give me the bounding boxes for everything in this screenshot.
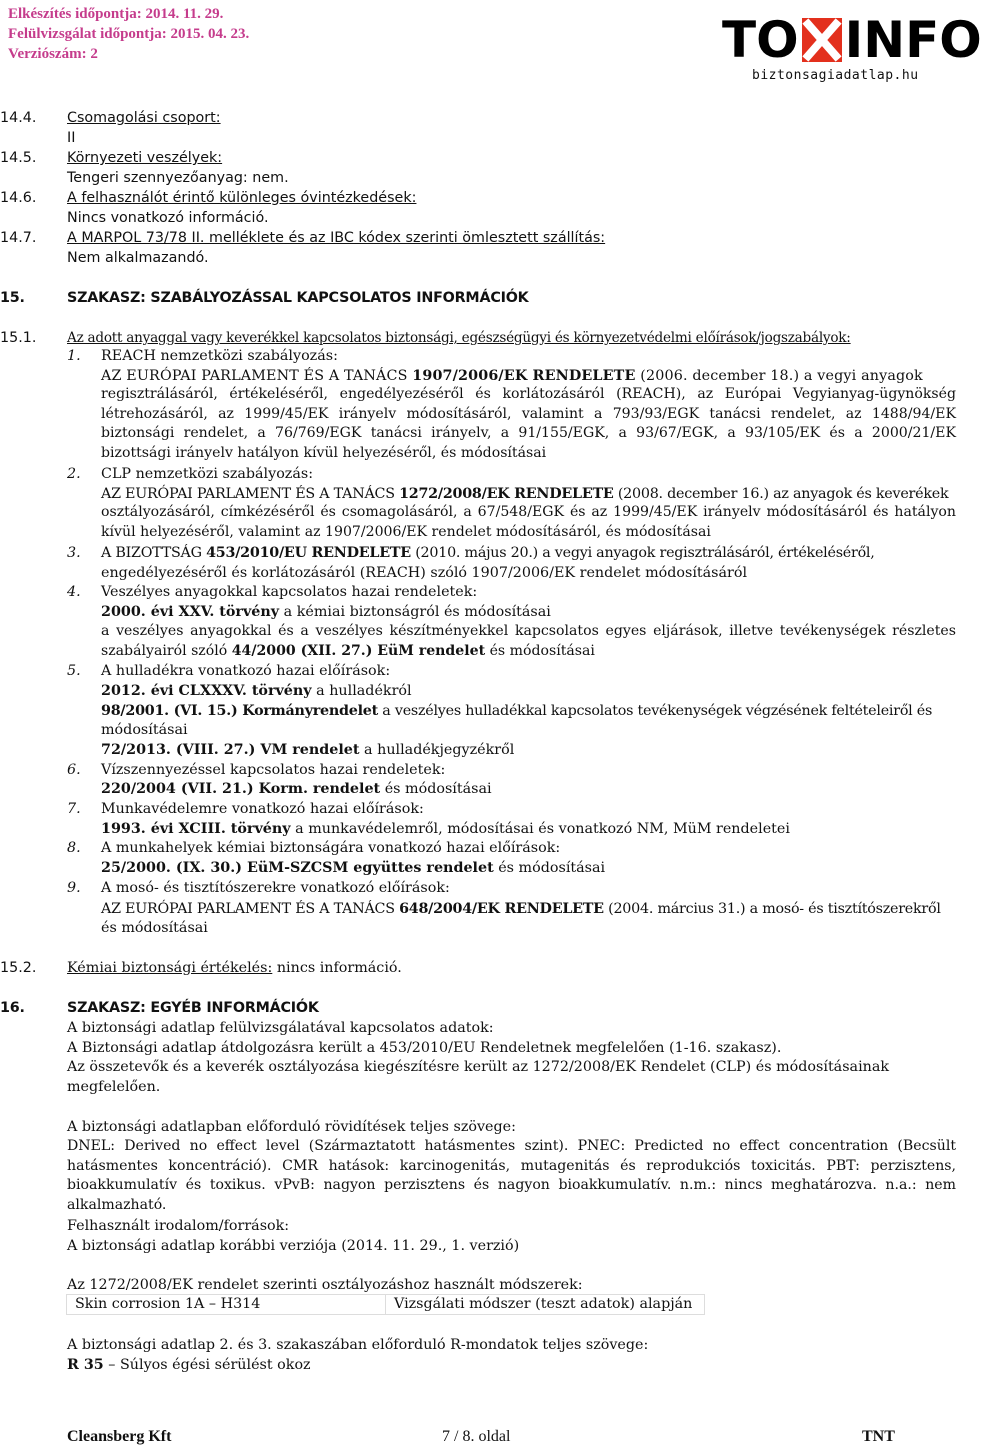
item3-line1: A BIZOTTSÁG 453/2010/EU RENDELETE (2010. május 20.) a vegyi anyagok regisztrálásáról, értékeléséről, <box>101 545 875 561</box>
s14-5-value: Tengeri szennyezőanyag: nem. <box>67 170 289 186</box>
table-row <box>67 1295 705 1315</box>
item9-row2: és módosításai <box>101 920 208 936</box>
s14-4-value: II <box>67 130 76 146</box>
item6-num: 6. <box>67 762 81 778</box>
footer-page: 7 / 8. oldal <box>442 1428 511 1445</box>
item2-line1: AZ EURÓPAI PARLAMENT ÉS A TANÁCS 1272/2008/EK RENDELETE (2008. december 16.) az anyagok és keverékek <box>101 486 949 502</box>
item1-body: regisztrálásáról, értékeléséről, engedélyezéséről és korlátozásáról (REACH), az Európai Vegyianyag-ügynökség létrehozásáról, az 1999/45/EK irányelv módosításáról, valamint a 793/93/EGK tanácsi rendelet, az 1488/94/EK biztonsági rendelet, a 76/769/EGK tanácsi irányelv, a 91/155/EGK, a 93/67/EGK, a 93/105/EK és a 2000/21/EK bizottsági irányelv hatályon kívül helyezéséről, és módosításai <box>101 386 956 461</box>
item1-line1: AZ EURÓPAI PARLAMENT ÉS A TANÁCS 1907/2006/EK RENDELETE (2006. december 18.) a vegyi anyagok <box>101 368 923 384</box>
item7-row1: 1993. évi XCIII. törvény a munkavédelemről, módosításai és vonatkozó NM, MüM rendeletei <box>101 821 790 837</box>
item4-num: 4. <box>67 584 81 600</box>
s14-5-label: Környezeti veszélyek: <box>67 150 223 166</box>
s16-p3b: megfelelően. <box>67 1079 161 1095</box>
item5-head: A hulladékra vonatkozó hazai előírások: <box>101 663 391 679</box>
s14-4-num: 14.4. <box>0 110 37 126</box>
s14-5-num: 14.5. <box>0 150 37 166</box>
s15-1-num: 15.1. <box>0 330 37 346</box>
s16-p1: A biztonsági adatlap felülvizsgálatával kapcsolatos adatok: <box>67 1020 494 1036</box>
item9-row1: AZ EURÓPAI PARLAMENT ÉS A TANÁCS 648/2004/EK RENDELETE (2004. március 31.) a mosó- és tisztítószerekről <box>101 901 941 917</box>
footer-company: Cleansberg Kft <box>67 1428 172 1445</box>
s16-p7: Az 1272/2008/EK rendelet szerinti osztályozáshoz használt módszerek: <box>67 1277 583 1293</box>
item3-body: engedélyezéséről és korlátozásáról (REACH) szóló 1907/2006/EK rendelet módosításáról <box>101 565 748 581</box>
item5-row3: 72/2013. (VIII. 27.) VM rendelet a hulladékjegyzékről <box>101 742 515 758</box>
s16-p8: A biztonsági adatlap 2. és 3. szakaszában előforduló R-mondatok teljes szövege: <box>67 1337 649 1353</box>
table-cell: Vizsgálati módszer (teszt adatok) alapján <box>386 1295 705 1315</box>
item4-head: Veszélyes anyagokkal kapcsolatos hazai rendeletek: <box>101 584 478 600</box>
item2-head: CLP nemzetközi szabályozás: <box>101 466 314 482</box>
item7-head: Munkavédelemre vonatkozó hazai előírások: <box>101 801 424 817</box>
version-number: Verziószám: 2 <box>8 46 98 62</box>
s16-p6: A biztonsági adatlap korábbi verziója (2014. 11. 29., 1. verzió) <box>67 1238 520 1254</box>
r35-line: R 35 – Súlyos égési sérülést okoz <box>67 1357 311 1373</box>
item8-num: 8. <box>67 840 81 856</box>
s16-abbr: DNEL: Derived no effect level (Származtatott hatásmentes szint). PNEC: Predicted no effect concentration (Becsült hatásmentes koncentráció). CMR hatások: karcinogenitás, mutagenitás és reprodukciós toxicitás. PBT: perzisztens, bioakkumulatív és toxikus. vPvB: nagyon perzisztens és nagyon bioakkumulatív. n.m.: nincs meghatározva. n.a.: nem alkalmazható. <box>67 1138 956 1213</box>
item6-head: Vízszennyezéssel kapcsolatos hazai rendeletek: <box>101 762 446 778</box>
s14-6-value: Nincs vonatkozó információ. <box>67 210 269 226</box>
item9-head: A mosó- és tisztítószerekre vonatkozó előírások: <box>101 880 450 896</box>
item8-head: A munkahelyek kémiai biztonságára vonatkozó hazai előírások: <box>101 840 561 856</box>
s15-title: SZAKASZ: SZABÁLYOZÁSSAL KAPCSOLATOS INFORMÁCIÓK <box>67 290 529 306</box>
s14-7-value: Nem alkalmazandó. <box>67 250 209 266</box>
s16-p3a: Az összetevők és a keverék osztályozása kiegészítésre került az 1272/2008/EK Rendelet (CLP) és módosításainak <box>67 1059 890 1075</box>
item4-body: a veszélyes anyagokkal és a veszélyes készítményekkel kapcsolatos egyes eljárások, illetve tevékenységek részletes szabályairól szóló 44/2000 (XII. 27.) EüM rendelet és módosításai <box>101 623 956 659</box>
s15-1-label: Az adott anyaggal vagy keverékkel kapcsolatos biztonsági, egészségügyi és környezetvédelmi előírások/jogszabályok: <box>67 330 851 346</box>
item2-num: 2. <box>67 466 81 482</box>
item5-num: 5. <box>67 663 81 679</box>
s14-7-label: A MARPOL 73/78 II. melléklete és az IBC kódex szerinti ömlesztett szállítás: <box>67 230 606 246</box>
s16-p5: Felhasznált irodalom/források: <box>67 1218 290 1234</box>
revised-date: Felülvizsgálat időpontja: 2015. 04. 23. <box>8 26 250 42</box>
s14-6-num: 14.6. <box>0 190 37 206</box>
s14-7-num: 14.7. <box>0 230 37 246</box>
item5-row1: 2012. évi CLXXXV. törvény a hulladékról <box>101 683 412 699</box>
item5-row2-cont: módosításai <box>101 722 188 738</box>
s15-2-num: 15.2. <box>0 960 37 976</box>
item8-row1: 25/2000. (IX. 30.) EüM-SZCSM együttes rendelet és módosításai <box>101 860 606 876</box>
item1-num: 1. <box>67 348 81 364</box>
logo-site: biztonsagiadatlap.hu <box>752 68 919 83</box>
logo-x-icon <box>802 18 842 62</box>
footer-code: TNT <box>862 1428 895 1445</box>
s15-2-value: nincs információ. <box>272 960 402 976</box>
prepared-date: Elkészítés időpontja: 2014. 11. 29. <box>8 6 224 22</box>
s16-p2: A Biztonsági adatlap átdolgozásra került a 453/2010/EU Rendeletnek megfelelően (1-16. szakasz). <box>67 1040 782 1056</box>
table-cell: Skin corrosion 1A – H314 <box>67 1295 386 1315</box>
s16-p4: A biztonsági adatlapban előforduló rövidítések teljes szövege: <box>67 1119 516 1135</box>
logo-to: TO <box>722 11 799 69</box>
header-info <box>8 4 249 64</box>
s14-6-label: A felhasználót érintő különleges óvintézkedések: <box>67 190 417 206</box>
s14-4-label: Csomagolási csoport: <box>67 110 221 126</box>
item4-row1: 2000. évi XXV. törvény a kémiai biztonságról és módosításai <box>101 604 551 620</box>
s15-num: 15. <box>0 290 25 306</box>
item3-num: 3. <box>67 545 81 561</box>
item1-head: REACH nemzetközi szabályozás: <box>101 348 338 364</box>
item6-row1: 220/2004 (VII. 21.) Korm. rendelet és módosításai <box>101 781 492 797</box>
s15-2-label: Kémiai biztonsági értékelés: <box>67 960 273 976</box>
methods-table <box>66 1294 705 1315</box>
logo-info: INFO <box>844 11 982 69</box>
s16-title: SZAKASZ: EGYÉB INFORMÁCIÓK <box>67 1000 319 1016</box>
s16-num: 16. <box>0 1000 25 1016</box>
item7-num: 7. <box>67 801 81 817</box>
item5-row2: 98/2001. (VI. 15.) Kormányrendelet a veszélyes hulladékkal kapcsolatos tevékenységek végzésének feltételeiről és <box>101 703 933 719</box>
item2-body: osztályozásáról, címkézéséről és csomagolásáról, a 67/548/EGK és az 1999/45/EK irányelv módosításáról és hatályon kívül helyezéséről, valamint az 1907/2006/EK rendelet módosításáról, és módosításai <box>101 504 956 540</box>
toxinfo-logo <box>722 11 982 83</box>
item9-num: 9. <box>67 880 81 896</box>
